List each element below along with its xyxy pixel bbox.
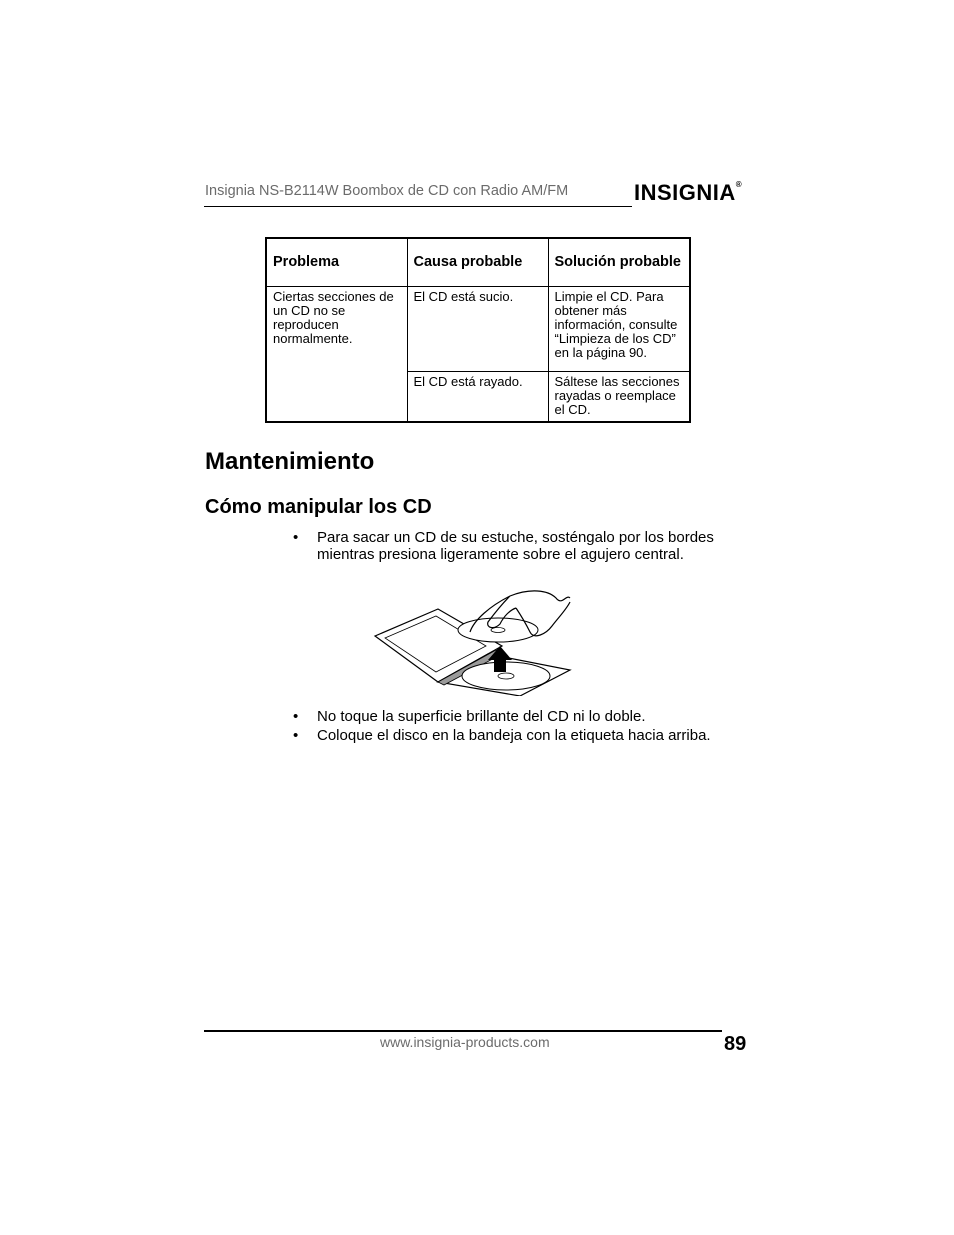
bullet-text: No toque la superficie brillante del CD ni lo doble. xyxy=(317,708,646,725)
cd-removal-illustration xyxy=(370,584,576,696)
table-row xyxy=(266,287,690,372)
footer-url: www.insignia-products.com xyxy=(380,1034,550,1050)
section-subheading: Cómo manipular los CD xyxy=(205,496,432,518)
cause-cell: El CD está rayado. xyxy=(407,372,548,423)
logo-text: INSIGNIA xyxy=(634,180,736,205)
header-divider xyxy=(204,206,632,207)
footer-divider xyxy=(204,1030,722,1032)
bullet-text: mientras presiona ligeramente sobre el agujero central. xyxy=(317,546,684,563)
solution-cell: Sáltese las secciones rayadas o reemplace el CD. xyxy=(548,372,690,423)
table-header-row xyxy=(266,238,690,287)
section-heading: Mantenimiento xyxy=(205,448,375,475)
solution-cell: Limpie el CD. Para obtener más información, consulte “Limpieza de los CD” en la página 90. xyxy=(548,287,690,372)
registered-mark: ® xyxy=(735,180,743,189)
bullet-text: Para sacar un CD de su estuche, sosténgalo por los bordes xyxy=(317,529,714,546)
troubleshooting-table xyxy=(265,237,691,423)
list-item xyxy=(293,708,733,725)
cause-cell: El CD está sucio. xyxy=(407,287,548,372)
column-header-solution: Solución probable xyxy=(548,238,690,287)
column-header-problem: Problema xyxy=(266,238,407,287)
list-item xyxy=(293,529,733,563)
insignia-logo xyxy=(634,180,742,206)
bullet-text: Coloque el disco en la bandeja con la etiqueta hacia arriba. xyxy=(317,727,711,744)
column-header-cause: Causa probable xyxy=(407,238,548,287)
bullet-marker: • xyxy=(293,708,299,725)
problem-cell: Ciertas secciones de un CD no se reproducen normalmente. xyxy=(266,287,407,423)
bullet-marker: • xyxy=(293,529,299,546)
page-number: 89 xyxy=(724,1033,747,1055)
lifted-disc xyxy=(458,618,538,642)
bullet-marker: • xyxy=(293,727,299,744)
list-item xyxy=(293,727,733,744)
header-title: Insignia NS-B2114W Boombox de CD con Radio AM/FM xyxy=(205,183,569,199)
